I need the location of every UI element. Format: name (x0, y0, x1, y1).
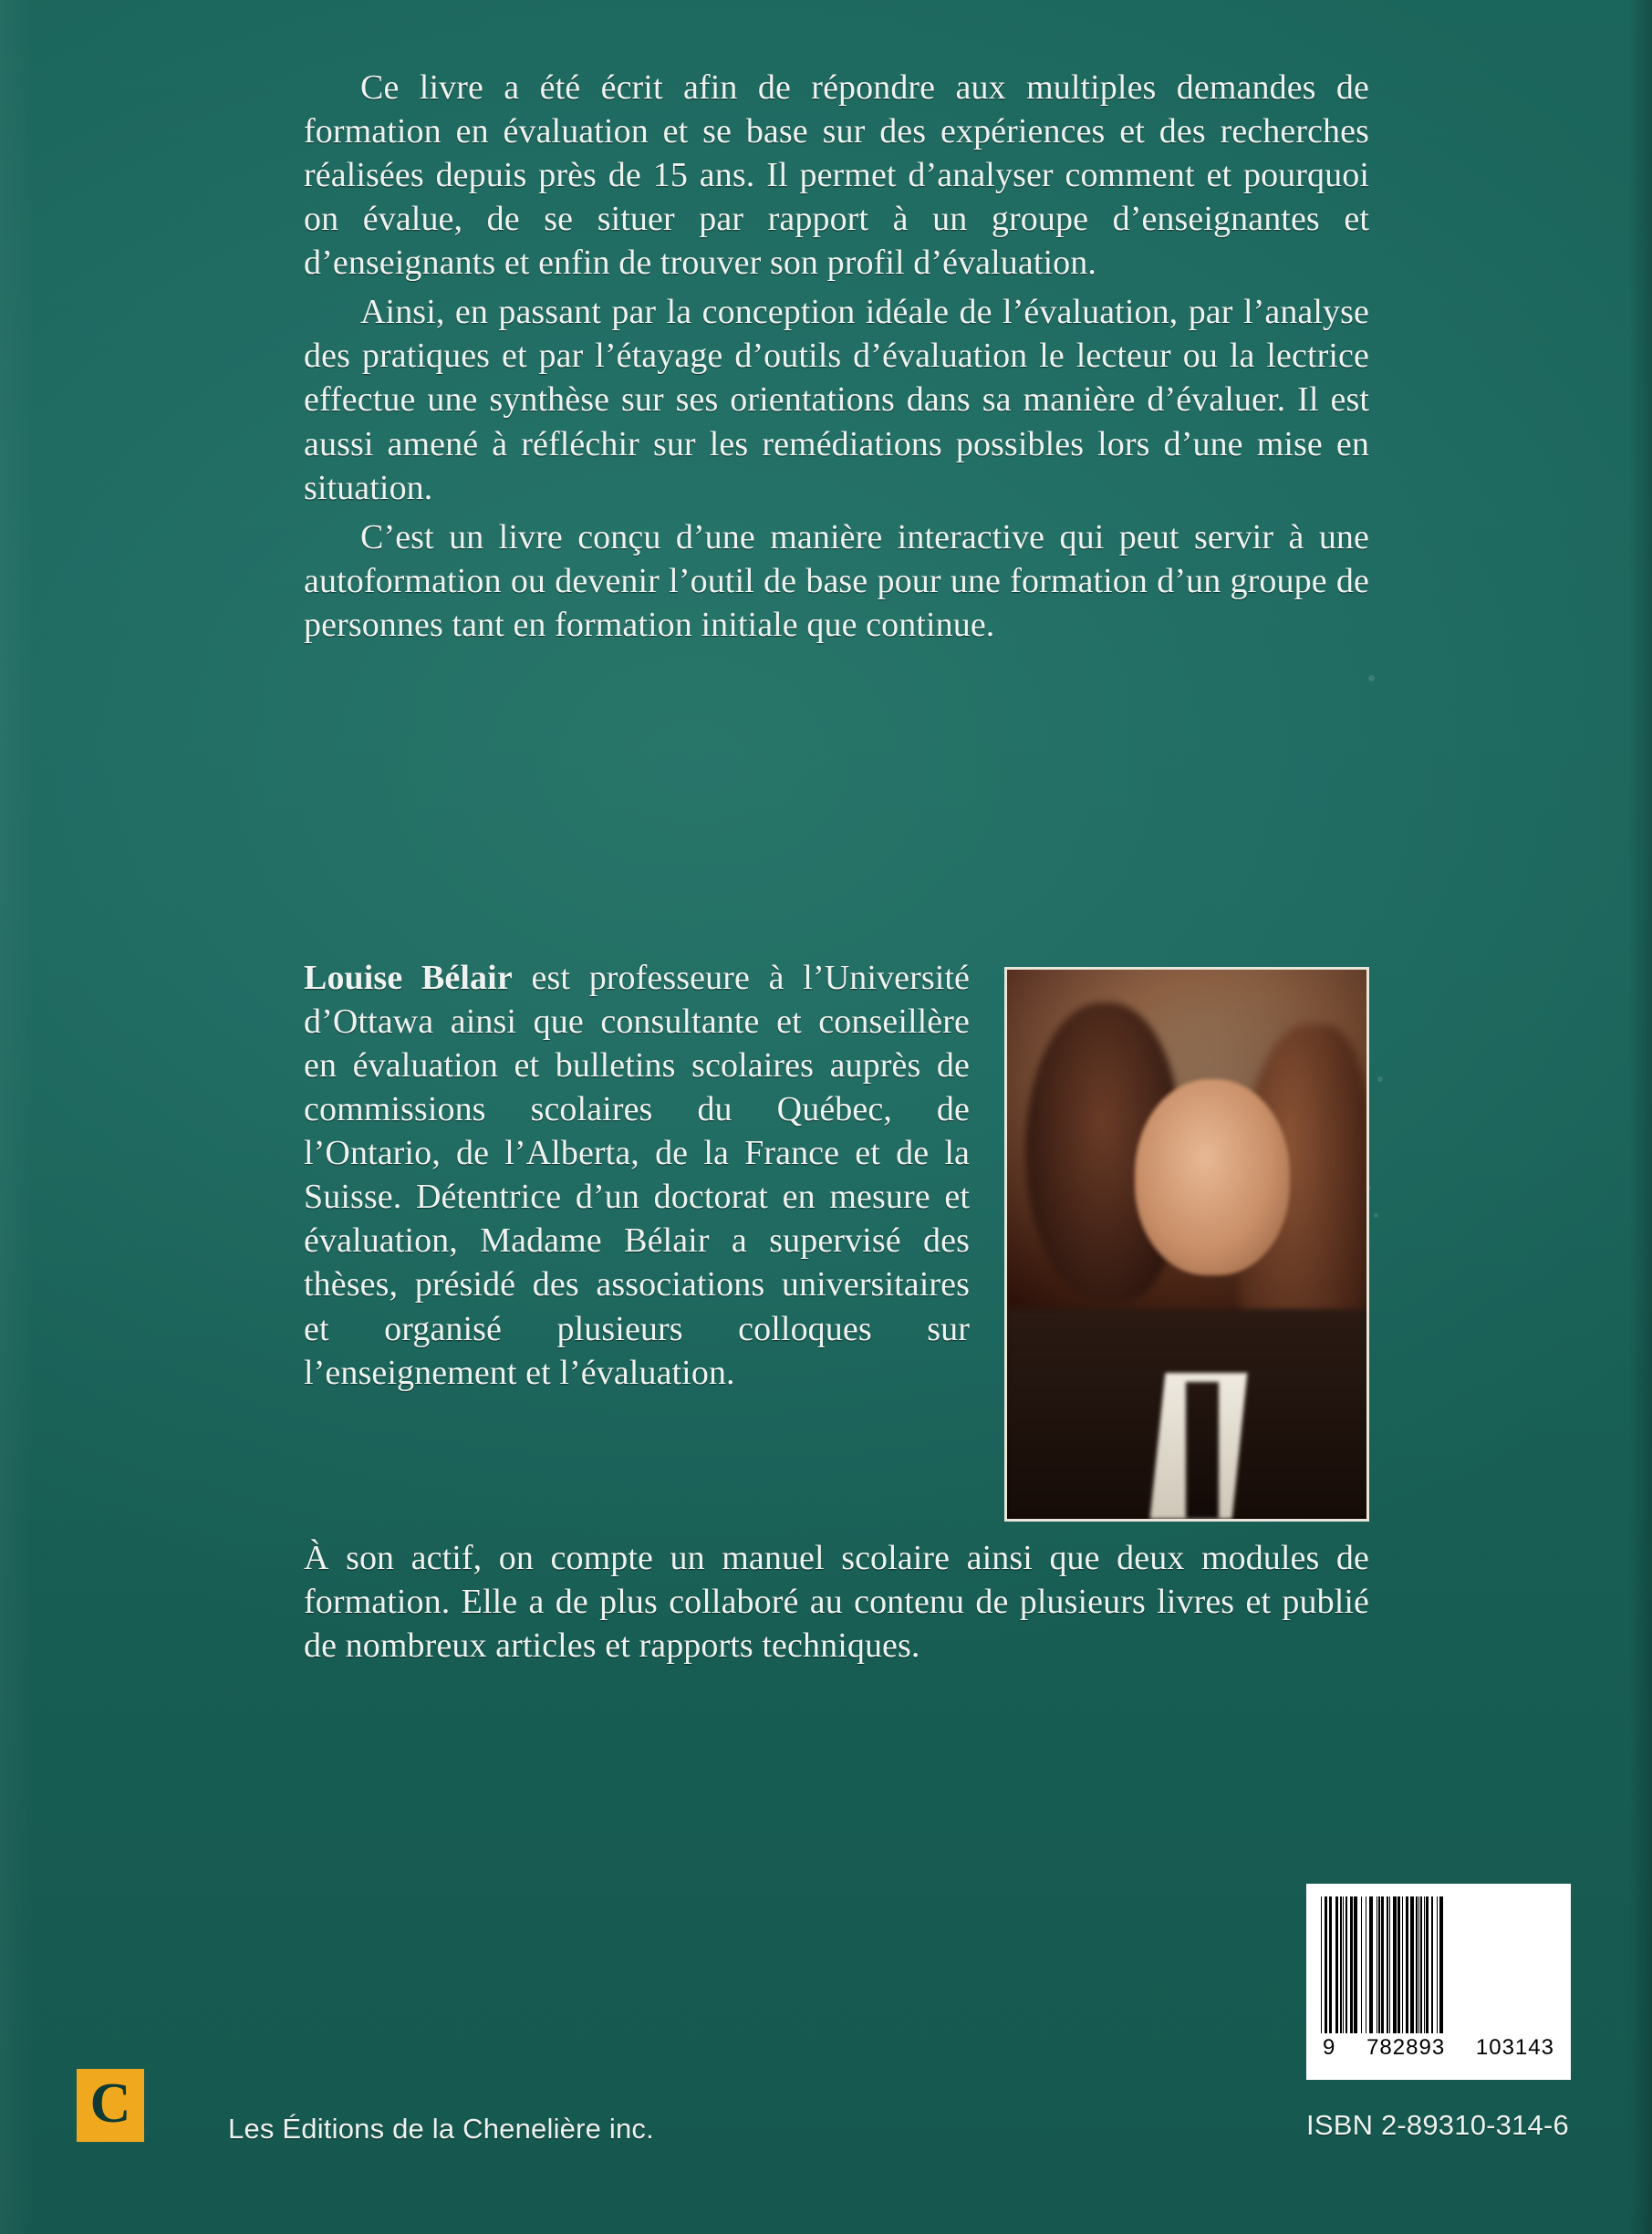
author-name: Louise Bélair (304, 959, 513, 997)
author-block (304, 956, 1369, 1668)
cover-speck (1377, 1076, 1383, 1082)
barcode (1306, 1884, 1571, 2080)
author-bio-main: est professeure à l’Université d’Ottawa ainsi que consultante et conseillère en évaluation et bulletins scolaires auprès de commissions scolaires du Québec, de l’Ontario, de l’Alberta, de la France et de la Suisse. Détentrice d’un doctorat en mesure et évaluation, Madame Bélair a supervisé des thèses, présidé des associations universitaires et organisé plusieurs colloques sur l’enseignement et l’évaluation. (304, 959, 971, 1392)
portrait-tie (1186, 1382, 1219, 1519)
cover-speck (1368, 675, 1375, 681)
barcode-digits (1321, 2035, 1556, 2061)
publisher-logo-glyph: C (89, 2073, 131, 2135)
barcode-bars (1321, 1896, 1556, 2033)
blurb-paragraph-3: C’est un livre conçu d’une manière interactive qui peut servir à une autoformation ou devenir l’outil de base pour une formation d’un groupe de personnes tant en formation initiale que continue. (304, 517, 1369, 644)
blurb-text-block (304, 66, 1369, 652)
cover-speck (1374, 1213, 1378, 1218)
author-portrait-photo (1004, 967, 1369, 1522)
publisher-logo (77, 2069, 144, 2142)
author-bio-tail: À son actif, on compte un manuel scolaire ainsi que deux modules de formation. Elle a de plus collaboré au contenu de plusieurs livres et publié de nombreux articles et rapports techniques. (304, 1539, 1369, 1666)
barcode-digit-left: 9 (1323, 2035, 1336, 2060)
isbn-text: ISBN 2-89310-314-6 (1306, 2109, 1569, 2141)
barcode-digit-right: 103143 (1475, 2035, 1554, 2060)
portrait-face (1135, 1079, 1290, 1275)
barcode-digit-main: 782893 (1366, 2035, 1446, 2060)
blurb-paragraph-2: Ainsi, en passant par la conception idéale de l’évaluation, par l’analyse des pratiques et par l’étayage d’outils d’évaluation le lecteur ou la lectrice effectue une synthèse sur ses orientations dans sa manière d’évaluer. Il est aussi amené à réfléchir sur les remédiations possibles lors d’une mise en situation. (304, 293, 1369, 507)
publisher-name: Les Éditions de la Chenelière inc. (228, 2113, 654, 2145)
blurb-paragraph-1: Ce livre a été écrit afin de répondre aux multiples demandes de formation en évaluation et se base sur des expériences et des recherches réalisées depuis près de 15 ans. Il permet d’analyser comment et pourquoi on évalue, de se situer par rapport à un groupe d’enseignantes et d’enseignants et enfin de trouver son profil d’évaluation. (304, 68, 1369, 283)
